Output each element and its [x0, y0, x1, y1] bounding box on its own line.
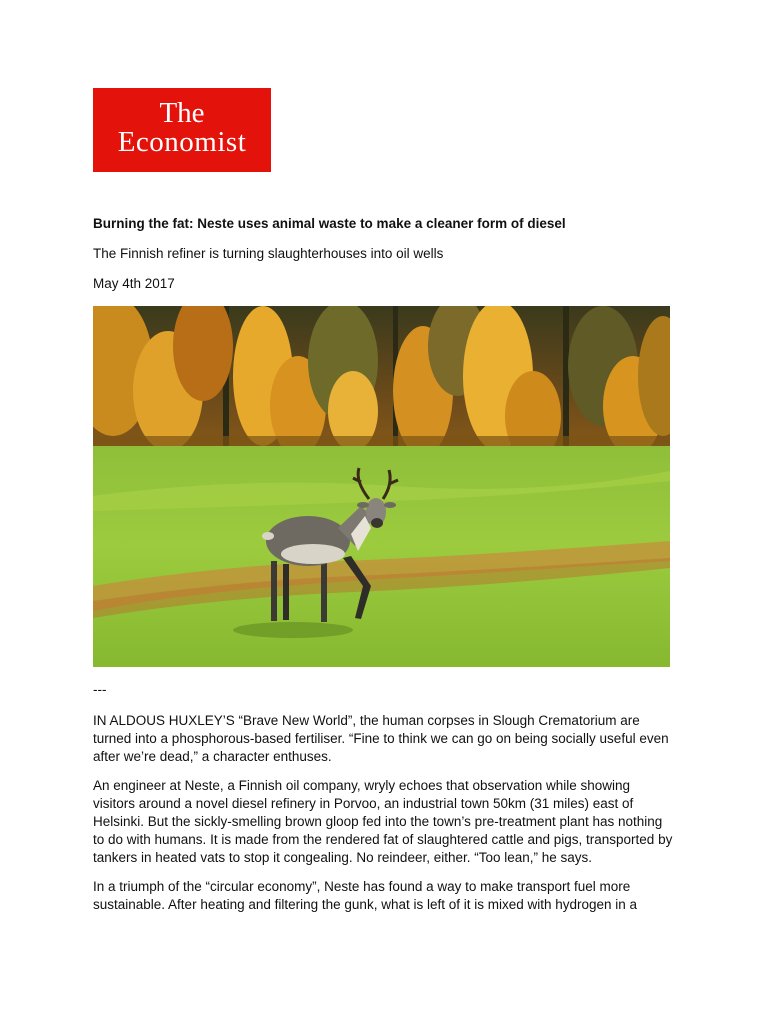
article-title: Burning the fat: Neste uses animal waste to make a cleaner form of diesel [93, 216, 566, 231]
paragraph-3: In a triumph of the “circular economy”, Neste has found a way to make transport fuel more sustainable. After heating and filtering the gunk, what is left of it is mixed with hydrogen in a [93, 879, 638, 912]
economist-logo [93, 88, 271, 172]
paragraph-1: IN ALDOUS HUXLEY’S “Brave New World”, the human corpses in Slough Crematorium are turned into a phosphorous-based fertiliser. “Fine to think we can go on being socially useful even after we’re dead,” a character enthuses. [93, 713, 669, 764]
article-subtitle: The Finnish refiner is turning slaughterhouses into oil wells [93, 246, 444, 261]
separator: --- [93, 682, 107, 697]
logo-line-the: The [159, 97, 205, 129]
logo-line-economist: Economist [117, 126, 247, 158]
paragraph-2: An engineer at Neste, a Finnish oil company, wryly echoes that observation while showing visitors around a novel diesel refinery in Porvoo, an industrial town 50km (31 miles) east of Helsinki. But the sickly-smelling brown gloop fed into the town’s pre-treatment plant has nothing to do with humans. It is made from the rendered fat of slaughtered cattle and pigs, transported by tankers in heated vats to stop it congealing. No reindeer, either. “Too lean,” he says. [93, 778, 673, 865]
article-body [93, 712, 673, 925]
article-date: May 4th 2017 [93, 276, 175, 291]
reindeer-photo [93, 306, 670, 667]
